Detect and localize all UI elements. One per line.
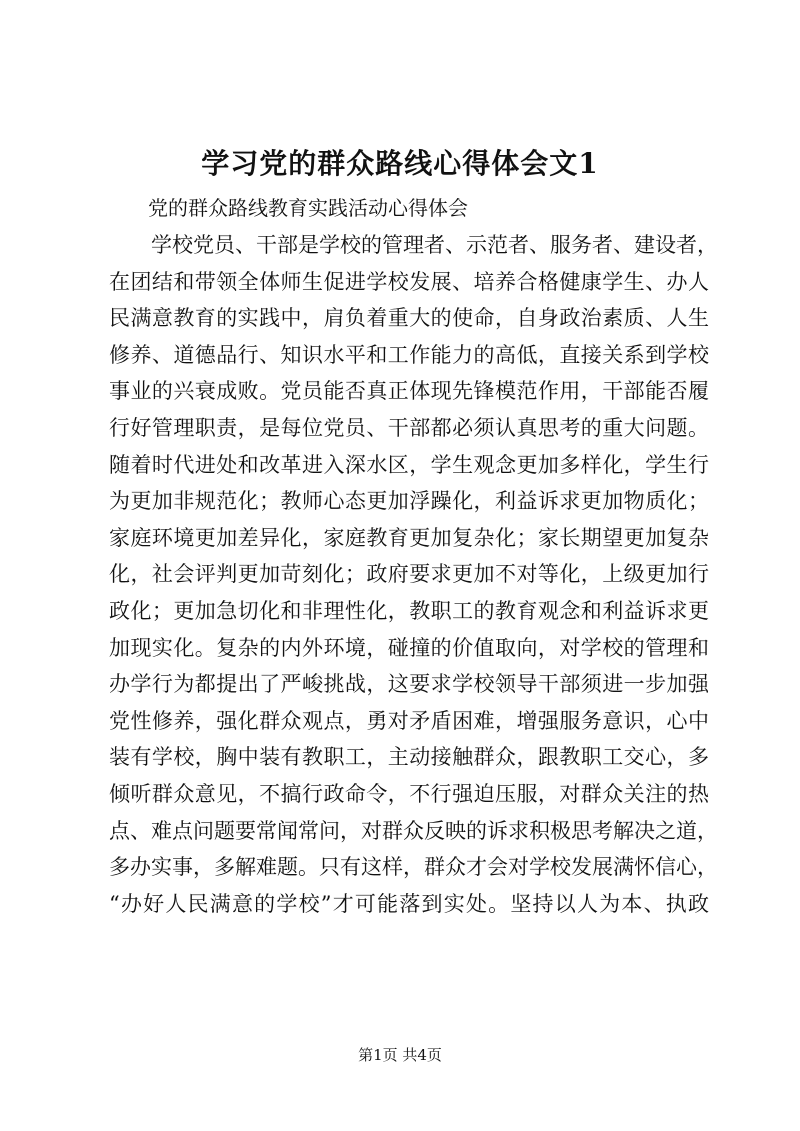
document-subtitle: 党的群众路线教育实践活动心得体会 — [148, 196, 468, 220]
text-line: 多办实事，多解难题。只有这样，群众才会对学校发展满怀信心， — [109, 855, 718, 880]
text-line: 政化；更加急切化和非理性化，教职工的教育观念和利益诉求更 — [109, 598, 709, 623]
text-line: 民满意教育的实践中，肩负着重大的使命，自身政治素质、人生 — [109, 306, 709, 331]
text-line: 点、难点问题要常闻常问，对群众反映的诉求积极思考解决之道， — [109, 818, 718, 843]
text-line: “办好人民满意的学校”才可能落到实处。坚持以人为本、执政 — [109, 891, 709, 916]
text-line: 家庭环境更加差异化，家庭教育更加复杂化；家长期望更加复杂 — [109, 525, 709, 550]
text-line: 装有学校，胸中装有教职工，主动接触群众，跟教职工交心，多 — [109, 745, 709, 770]
page-indicator: 第1页 共4页 — [358, 1046, 442, 1064]
text-line: 在团结和带领全体师生促进学校发展、培养合格健康学生、办人 — [109, 269, 709, 294]
body-text — [109, 227, 718, 922]
text-line: 倾听群众意见，不搞行政命令，不行强迫压服，对群众关注的热 — [109, 781, 709, 806]
text-line: 办学行为都提出了严峻挑战，这要求学校领导干部须进一步加强 — [109, 672, 709, 697]
text-line: 化，社会评判更加苛刻化；政府要求更加不对等化，上级更加行 — [109, 562, 709, 587]
document-title: 学习党的群众路线心得体会文1 — [201, 147, 599, 180]
text-line: 事业的兴衰成败。党员能否真正体现先锋模范作用，干部能否履 — [109, 379, 709, 404]
text-line: 为更加非规范化；教师心态更加浮躁化，利益诉求更加物质化； — [109, 489, 709, 514]
text-line: 行好管理职责，是每位党员、干部都必须认真思考的重大问题。 — [109, 415, 709, 440]
text-line: 随着时代进处和改革进入深水区，学生观念更加多样化，学生行 — [109, 452, 709, 477]
text-line: 加现实化。复杂的内外环境，碰撞的价值取向，对学校的管理和 — [109, 635, 709, 660]
text-line: 修养、道德品行、知识水平和工作能力的高低，直接关系到学校 — [109, 342, 709, 367]
text-line: 学校党员、干部是学校的管理者、示范者、服务者、建设者， — [109, 233, 718, 257]
text-line: 党性修养，强化群众观点，勇对矛盾困难，增强服务意识，心中 — [109, 708, 709, 733]
